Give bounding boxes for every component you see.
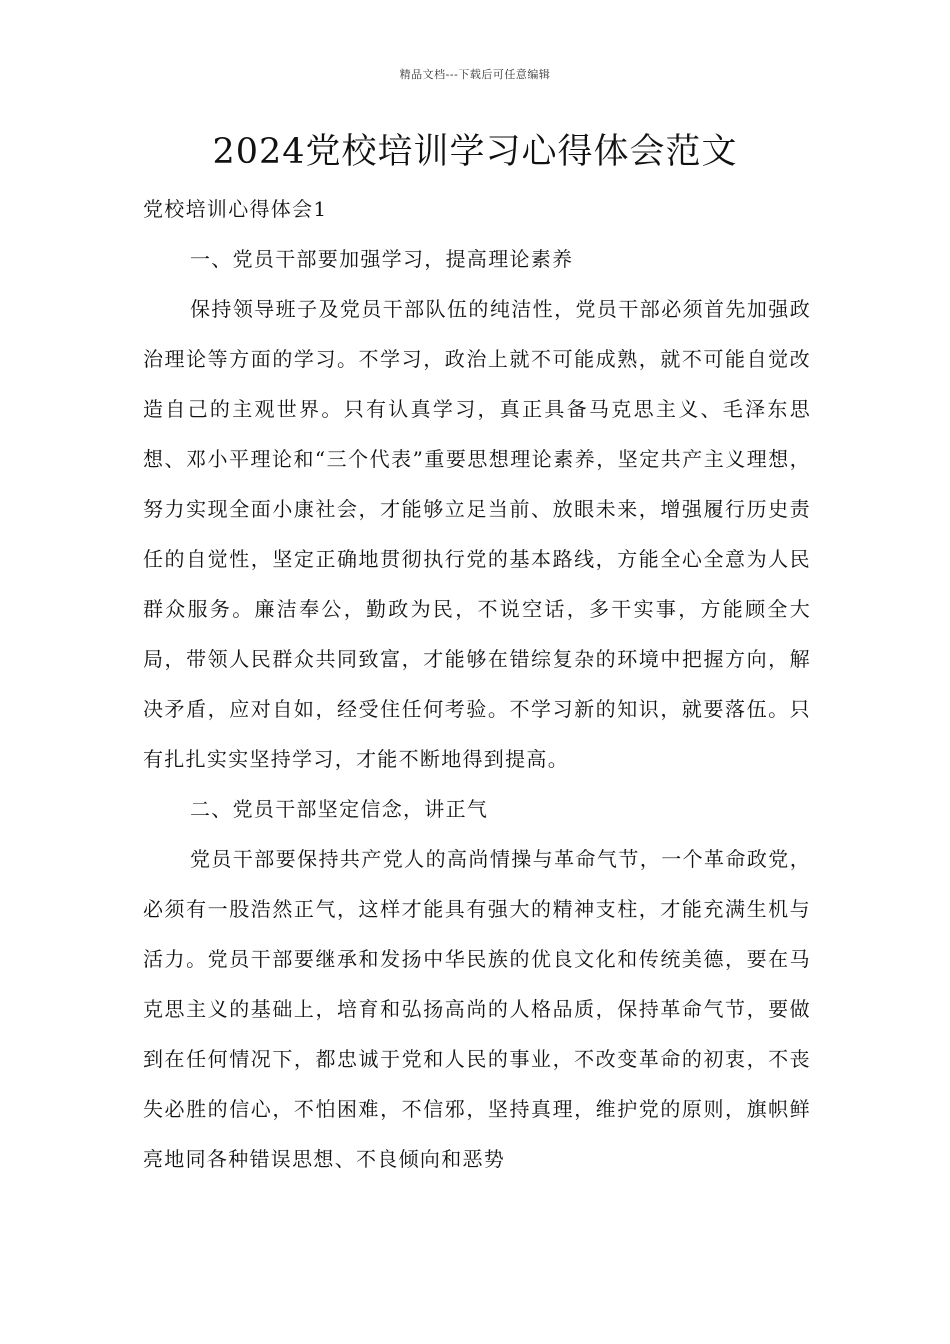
document-subtitle: 党校培训心得体会1 [143,197,328,221]
header-note: 精品文档---下载后可任意编辑 [399,68,551,81]
document-title: 2024党校培训学习心得体会范文 [212,132,738,172]
document-body [143,184,811,1184]
section-heading-1: 一、党员干部要加强学习，提高理论素养 [190,247,574,271]
section-paragraph-1: 保持领导班子及党员干部队伍的纯洁性，党员干部必须首先加强政治理论等方面的学习。不学习，政治上就不可能成熟，就不可能自觉改造自己的主观世界。只有认真学习，真正具备马克思主义、毛泽东思想、邓小平理论和“三个代表”重要思想理论素养，坚定共产主义理想，努力实现全面小康社会，才能够立足当前、放眼未来，增强履行历史责任的自觉性，坚定正确地贯彻执行党的基本路线，方能全心全意为人民群众服务。廉洁奉公，勤政为民，不说空话，多干实事，方能顾全大局，带领人民群众共同致富，才能够在错综复杂的环境中把握方向，解决矛盾，应对自如，经受住任何考验。不学习新的知识，就要落伍。只有扎扎实实坚持学习，才能不断地得到提高。 [143,297,811,771]
section-heading-2: 二、党员干部坚定信念，讲正气 [190,797,489,821]
section-paragraph-2: 党员干部要保持共产党人的高尚情操与革命气节，一个革命政党，必须有一股浩然正气，这样才能具有强大的精神支柱，才能充满生机与活力。党员干部要继承和发扬中华民族的优良文化和传统美德，要在马克思主义的基础上，培育和弘扬高尚的人格品质，保持革命气节，要做到在任何情况下，都忠诚于党和人民的事业，不改变革命的初衷，不丧失必胜的信心，不怕困难，不信邪，坚持真理，维护党的原则，旗帜鲜亮地同各种错误思想、不良倾向和恶势 [143,847,811,1171]
